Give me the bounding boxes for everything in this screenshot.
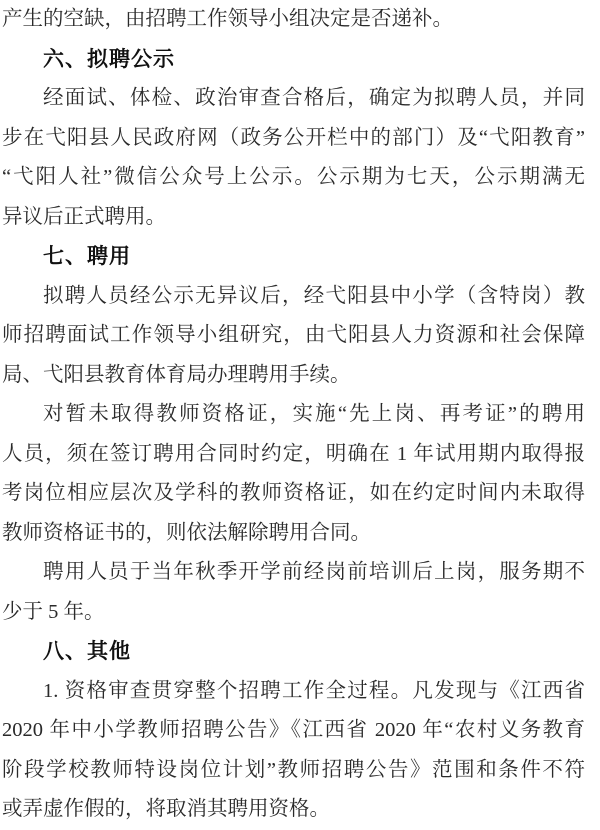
- doc-line: 对暂未取得教师资格证，实施“先上岗、再考证”的聘用: [43, 403, 585, 425]
- section-heading-6: 六、拟聘公示: [43, 47, 175, 71]
- doc-line: 产生的空缺，由招聘工作领导小组决定是否递补。: [2, 8, 453, 30]
- doc-line: 聘用人员于当年秋季开学前经岗前培训后上岗，服务期不: [43, 561, 585, 583]
- doc-line: 步在弋阳县人民政府网（政务公开栏中的部门）及“弋阳教育”: [2, 126, 585, 149]
- doc-line: 教师资格证书的，则依法解除聘用合同。: [2, 521, 371, 544]
- doc-line: 2020 年中小学教师招聘公告》《江西省 2020 年“农村义务教育: [2, 719, 585, 741]
- doc-line: 经面试、体检、政治审查合格后，确定为拟聘人员，并同: [43, 87, 585, 109]
- doc-line: 1. 资格审查贯穿整个招聘工作全过程。凡发现与《江西省: [43, 679, 585, 702]
- doc-line: 阶段学校教师特设岗位计划”教师招聘公告》范围和条件不符: [2, 758, 585, 781]
- doc-line: 或弄虚作假的，将取消其聘用资格。: [2, 798, 330, 820]
- doc-line: 师招聘面试工作领导小组研究，由弋阳县人力资源和社会保障: [2, 324, 585, 346]
- section-heading-7: 七、聘用: [43, 245, 131, 268]
- doc-line: 考岗位相应层次及学科的教师资格证，如在约定时间内未取得: [2, 482, 585, 504]
- doc-line: 局、弋阳县教育体育局办理聘用手续。: [2, 363, 351, 386]
- doc-line: 人员，须在签订聘用合同时约定，明确在 1 年试用期内取得报: [2, 442, 585, 465]
- section-heading-8: 八、其他: [43, 640, 131, 663]
- doc-line: 少于 5 年。: [2, 600, 105, 623]
- doc-line: “弋阳人社”微信公众号上公示。公示期为七天，公示期满无: [2, 166, 585, 188]
- doc-line: 拟聘人员经公示无异议后，经弋阳县中小学（含特岗）教: [43, 284, 585, 307]
- doc-line: 异议后正式聘用。: [2, 205, 166, 228]
